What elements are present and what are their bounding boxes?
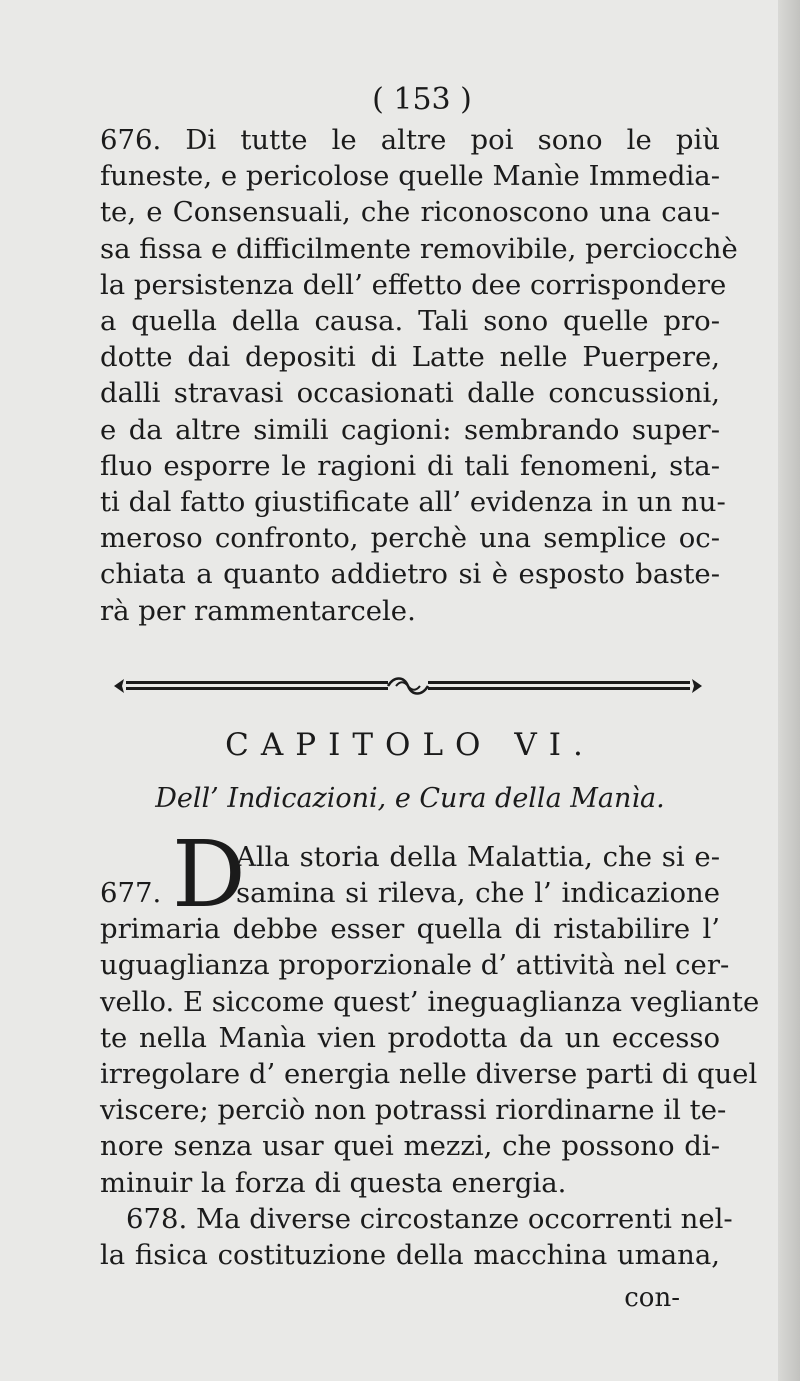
paragraph-677-line-1: Alla storia della Malattia, che si e-: [236, 840, 720, 873]
paragraph-676: [100, 122, 738, 629]
ornament-divider: [108, 673, 708, 699]
paragraph-676-line-5: la persistenza dell’ effetto dee corrispondere: [100, 268, 727, 301]
catchword: con-: [624, 1283, 680, 1314]
paragraph-677-line-9: nore senza usar quei mezzi, che possono di-: [100, 1130, 720, 1163]
drop-cap: D: [172, 820, 246, 928]
paragraph-677-line-8: viscere; perciò non potrassi riordinarne il te-: [100, 1094, 727, 1127]
paragraph-676-line-9: e da altre simili cagioni: sembrando super-: [100, 413, 720, 446]
ornament-rule-icon: [108, 673, 708, 699]
chapter-subtitle: Dell’ Indicazioni, e Cura della Manìa.: [155, 782, 665, 814]
paragraph-number: 678.: [126, 1202, 188, 1235]
paragraph-677-line-10: minuir la forza di questa energia.: [100, 1166, 567, 1199]
book-page: [100, 82, 760, 1315]
paragraph-number: 677.: [100, 876, 162, 909]
paragraph-number: 676.: [100, 124, 162, 156]
paragraph-676-line-11: ti dal fatto giustificate all’ evidenza in un nu-: [100, 486, 726, 519]
paragraph-676-line-3: te, e Consensuali, che riconoscono una cau-: [100, 196, 720, 229]
page-edge-shadow: [778, 0, 800, 1381]
paragraph-676-line-12: meroso confronto, perchè una semplice oc-: [100, 522, 720, 555]
paragraph-676-line-6: a quella della causa. Tali sono quelle pro-: [100, 305, 720, 338]
paragraph-676-line-8: dalli stravasi occasionati dalle concussioni,: [100, 377, 720, 410]
paragraph-676-line-10: fluo esporre le ragioni di tali fenomeni, sta-: [100, 449, 720, 482]
paragraph-677-line-5: vello. E siccome quest’ ineguaglianza vegliante: [100, 985, 760, 1018]
paragraph-676-line-2: funeste, e pericolose quelle Manìe Immedia-: [100, 160, 720, 193]
paragraph-677-line-2: samina si rileva, che l’ indicazione: [236, 877, 720, 910]
paragraph-676-line-1: 676. Di tutte le altre poi sono le più: [100, 124, 720, 156]
paragraph-677-line-3: primaria debbe esser quella di ristabilire l’: [100, 913, 720, 946]
paragraph-677-line-7: irregolare d’ energia nelle diverse parti di quel: [100, 1058, 758, 1091]
paragraph-678: [100, 1201, 733, 1273]
paragraph-677-line-4: uguaglianza proporzionale d’ attività nel cer-: [100, 949, 730, 982]
paragraph-676-line-4: sa fissa e difficilmente removibile, perciocchè: [100, 232, 738, 265]
page-number: ( 153 ): [372, 82, 472, 117]
paragraph-678-line-1: 678. Ma diverse circostanze occorrenti nel-: [126, 1202, 733, 1235]
paragraph-676-line-7: dotte dai depositi di Latte nelle Puerpere,: [100, 341, 720, 374]
paragraph-677-line-6: te nella Manìa vien prodotta da un eccesso: [100, 1021, 720, 1054]
chapter-title: CAPITOLO VI.: [225, 726, 595, 763]
paragraph-676-line-13: chiata a quanto addietro si è esposto baste-: [100, 558, 720, 591]
paragraph-677: [100, 820, 760, 1201]
paragraph-676-line-14: rà per rammentarcele.: [100, 594, 416, 627]
paragraph-678-line-2: la fisica costituzione della macchina umana,: [100, 1239, 720, 1272]
